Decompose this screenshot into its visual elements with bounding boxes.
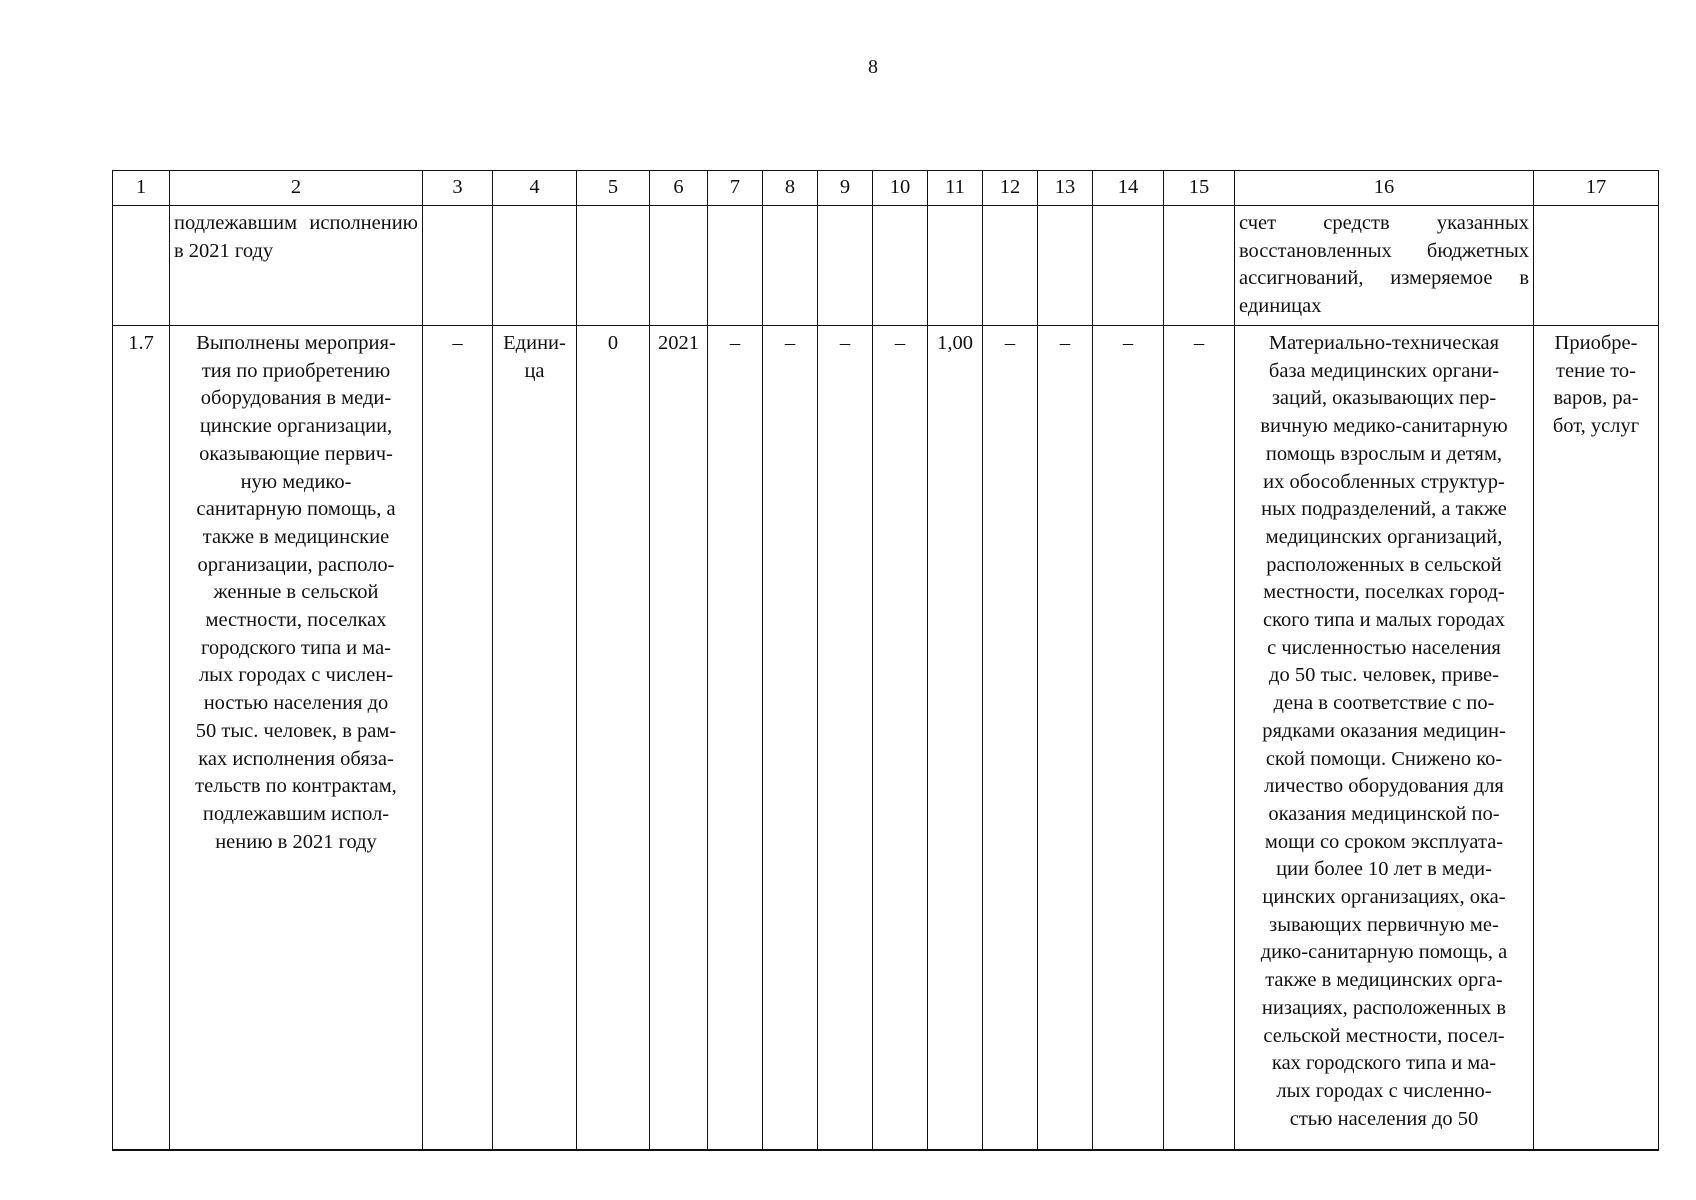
- column-header: 16: [1235, 171, 1534, 206]
- table-cell-unit: Едини- ца: [493, 326, 577, 1151]
- table-cell-category: Приобре- тение то- варов, ра- бот, услуг: [1534, 326, 1659, 1151]
- table-cell: –: [763, 326, 818, 1151]
- column-header: 10: [873, 171, 928, 206]
- column-header: 15: [1164, 171, 1235, 206]
- table-cell: –: [1164, 326, 1235, 1151]
- page-number: 8: [868, 56, 878, 78]
- table-cell: [1093, 206, 1164, 326]
- column-header: 12: [983, 171, 1038, 206]
- column-header: 1: [113, 171, 170, 206]
- table-cell: [1164, 206, 1235, 326]
- table-cell-result: Материально-техническая база медицинских органи- заций, оказывающих пер- вичную медико-санитарную помощь взрослым и детям, их обособленных структур- ных подразделений, а также медицинских организаций, расположенных в сельской местности, поселках город- ского типа и малых городах с численностью населения до 50 тыс. человек, приве- дена в соответствие с по- рядками оказания медицин- ской помощи. Снижено ко- личество оборудования для оказания медицинской по- мощи со сроком эксплуата- ции более 10 лет в меди- цинских организациях, ока- зывающих первичную ме- дико-санитарную помощь, а также в медицинских орга- низациях, расположенных в сельской местности, посел- ках городского типа и ма- лых городах с численно- стью населения до 50: [1235, 326, 1534, 1151]
- table-cell: [928, 206, 983, 326]
- column-header: 11: [928, 171, 983, 206]
- table-cell: [113, 206, 170, 326]
- column-header: 13: [1038, 171, 1093, 206]
- table-row: [113, 326, 1659, 1151]
- table-cell: 0: [577, 326, 650, 1151]
- table-cell: –: [873, 326, 928, 1151]
- table-cell: [708, 206, 763, 326]
- table-cell: [983, 206, 1038, 326]
- table-header-row: [113, 171, 1659, 206]
- table-cell: [818, 206, 873, 326]
- data-table: [112, 170, 1659, 1151]
- table-cell: –: [983, 326, 1038, 1151]
- table-cell: [650, 206, 708, 326]
- table-cell-year: 2021: [650, 326, 708, 1151]
- table-cell: –: [818, 326, 873, 1151]
- table-cell: [763, 206, 818, 326]
- column-header: 8: [763, 171, 818, 206]
- table-cell-result: счет средств указанных восстановленных бюджетных ассигнований, измеряемое в единицах: [1235, 206, 1534, 326]
- column-header: 4: [493, 171, 577, 206]
- column-header: 2: [170, 171, 423, 206]
- table-cell: [493, 206, 577, 326]
- column-header: 6: [650, 171, 708, 206]
- column-header: 7: [708, 171, 763, 206]
- column-header: 5: [577, 171, 650, 206]
- column-header: 9: [818, 171, 873, 206]
- table-row-continuation: [113, 206, 1659, 326]
- table-cell: –: [1038, 326, 1093, 1151]
- column-header: 3: [423, 171, 493, 206]
- table-cell: [423, 206, 493, 326]
- table-cell: [1534, 206, 1659, 326]
- column-header: 14: [1093, 171, 1164, 206]
- table-cell-description: Выполнены мероприя- тия по приобретению оборудования в меди- цинские организации, оказывающие первич- ную медико- санитарную помощь, а также в медицинские организации, располо- женные в сельской местности, поселках городского типа и ма- лых городах с числен- ностью населения до 50 тыс. человек, в рам- ках исполнения обяза- тельств по контрактам, подлежавшим испол- нению в 2021 году: [170, 326, 423, 1151]
- table-cell: –: [1093, 326, 1164, 1151]
- table-cell-number: 1.7: [113, 326, 170, 1151]
- table-cell: [873, 206, 928, 326]
- table-cell-description: подлежавшим исполнению в 2021 году: [170, 206, 423, 326]
- column-header: 17: [1534, 171, 1659, 206]
- table-cell: [577, 206, 650, 326]
- table-cell: –: [708, 326, 763, 1151]
- table-cell: [1038, 206, 1093, 326]
- table-cell: –: [423, 326, 493, 1151]
- table-cell: 1,00: [928, 326, 983, 1151]
